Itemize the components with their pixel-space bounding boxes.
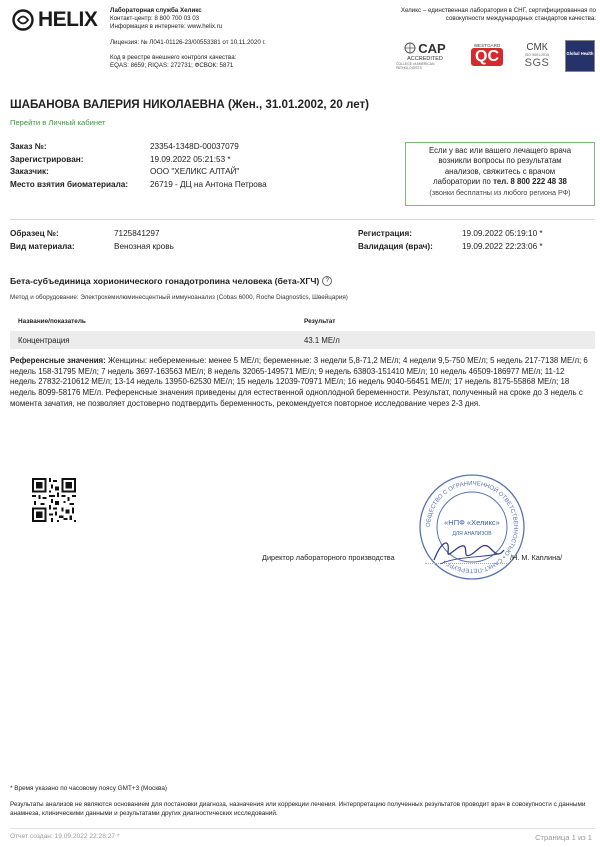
validation-row xyxy=(358,242,596,255)
lab-name: Лабораторная служба Хеликс xyxy=(110,7,202,14)
footer-divider xyxy=(10,828,595,829)
contact-center: Контакт-центр: 8 800 700 03 03 xyxy=(110,15,200,23)
registered-value: 19.09.2022 05:21:53 * xyxy=(150,154,231,164)
license-info: Лицензия: № Л041-01126-23/00553381 от 10.11.2020 г. xyxy=(110,38,266,46)
helix-logo-icon xyxy=(12,9,34,31)
smk-sgs-badge xyxy=(518,38,556,72)
notice-phone: тел. 8 800 222 48 38 xyxy=(493,177,567,187)
results-table-header xyxy=(10,315,595,329)
sample-block xyxy=(10,229,310,254)
report-created: Отчет создан: 19.09.2022 22:28:27 * xyxy=(10,833,120,840)
validation-value: 19.09.2022 22:23:06 * xyxy=(462,241,543,251)
sgs-text: SGS xyxy=(524,56,550,69)
order-label: Заказ №: xyxy=(10,142,47,151)
disclaimer: Результаты анализов не являются основанием для постановки диагноза, назначения или коррекции лечения. Интерпретацию полученных результатов проводит врач в совокупности с данными анамнеза, клиническими данными и результатами других диагностических исследований. xyxy=(10,801,586,817)
cap-subtitle: ACCREDITED xyxy=(407,55,443,62)
registration-row xyxy=(358,229,596,242)
material-value: Венозная кровь xyxy=(114,241,174,251)
global-health-text: Global Health xyxy=(566,51,594,56)
cap-title: CAP xyxy=(418,40,446,56)
westgard-label: WESTGARD xyxy=(473,42,501,48)
location-row xyxy=(10,180,390,193)
cap-small: COLLEGE of AMERICAN PATHOLOGISTS xyxy=(396,61,435,70)
help-icon[interactable]: ? xyxy=(322,276,332,286)
notice-line-5: (звонки бесплатны из любого региона РФ) xyxy=(429,187,571,197)
signature xyxy=(428,534,508,568)
smk-iso: ISO 9001:2015 xyxy=(524,52,550,57)
sample-label: Образец №: xyxy=(10,229,59,238)
row-name: Концентрация xyxy=(18,336,70,345)
director-label: Директор лабораторного производства xyxy=(262,553,395,562)
dates-block xyxy=(358,229,596,254)
test-method: Метод и оборудование: Электрохемилюминесцентный иммуноанализ (Cobas 6000, Roche Diagnostics, Швейцария) xyxy=(10,294,348,301)
director-name: /Н. М. Каплина/ xyxy=(510,553,563,562)
order-value: 23354-1348D-00037079 xyxy=(150,142,239,151)
order-row xyxy=(10,142,390,155)
reference-label: Референсные значения: xyxy=(10,356,106,365)
col-name-header: Название/показатель xyxy=(18,318,86,325)
table-row xyxy=(10,331,595,349)
divider xyxy=(10,219,595,220)
qr-code xyxy=(32,478,76,522)
test-title-row xyxy=(10,276,332,286)
reference-values xyxy=(10,356,592,410)
stamp-center-line-1: «НПФ «Хеликс» xyxy=(444,518,500,527)
location-value: 26719 - ДЦ на Антона Петрова xyxy=(150,179,267,189)
doctor-notice-box xyxy=(405,142,595,206)
col-result-header: Результат xyxy=(304,318,336,325)
registration-value: 19.09.2022 05:19:10 * xyxy=(462,229,543,238)
global-health-badge xyxy=(565,40,595,72)
helix-logo-word: HELIX xyxy=(38,8,98,31)
internet-info: Информация в интернете: www.helix.ru xyxy=(110,23,223,31)
timezone-note: * Время указано по часовому поясу GMT+3 (Москва) xyxy=(10,785,168,792)
row-result: 43.1 МЕ/л xyxy=(304,336,340,345)
material-label: Вид материала: xyxy=(10,241,75,251)
cap-globe-icon xyxy=(404,42,416,54)
reference-text: Женщины: небеременные: менее 5 МЕ/л; беременные: 3 недели 5,8-71,2 МЕ/л; 4 недели 9,5-750 МЕ/л; 5 недель 217-7138 МЕ/л; 6 недель 158-31795 МЕ/л; 7 недель 3697-163563 МЕ/л; 8 недель 32065-149571 МЕ/л; 9 недель 63803-151410 МЕ/л; 10 недель 46509-186977 МЕ/л; 11-12 недель 27832-210612 МЕ/л; 13-14 недель 13950-62530 МЕ/л; 15 недель 12039-70971 МЕ/л; 16 недель 9040-56451 МЕ/л; 17 недель 8175-55868 МЕ/л; 18 недель 8099-58176 МЕ/л. Референсные значения приведены для естественной одноплодной беременности. Результат, полученный на сроке до 3 недель с момента зачатия, не позволяет достоверно подтвердить беременность, рекомендуется повторное исследование через 2-3 дня. xyxy=(10,356,588,408)
registration-label: Регистрация: xyxy=(358,229,412,238)
stamp-ring-text: ОБЩЕСТВО С ОГРАНИЧЕННОЙ ОТВЕТСТВЕННОСТЬЮ • САНКТ-ПЕТЕРБУРГ • xyxy=(425,480,519,574)
cabinet-link[interactable]: Перейти в Личный кабинет xyxy=(10,118,106,127)
page-number: Страница 1 из 1 xyxy=(535,833,592,842)
notice-line-4 xyxy=(406,177,594,187)
notice-line-1: Если у вас или вашего лечащего врача xyxy=(428,146,572,155)
patient-name: ШАБАНОВА ВАЛЕРИЯ НИКОЛАЕВНА (Жен., 31.01.2002, 20 лет) xyxy=(10,98,370,111)
helix-logo xyxy=(12,8,98,32)
notice-line-2: возникли вопросы по результатам xyxy=(438,156,562,166)
customer-label: Заказчик: xyxy=(10,167,49,176)
registered-label: Зарегистрирован: xyxy=(10,154,84,164)
lab-info xyxy=(110,7,300,70)
test-title: Бета-субъединица хорионического гонадотропина человека (бета-ХГЧ) xyxy=(10,276,320,286)
stamp-center-line-2: ДЛЯ АНАЛИЗОВ xyxy=(452,531,492,537)
notice-phone-prefix: лаборатории по xyxy=(433,177,491,187)
registered-row xyxy=(10,155,390,168)
certification-text: Хеликс – единственная лаборатория в СНГ, сертифицированная по совокупности международных стандартов качества: xyxy=(400,7,596,23)
customer-value: ООО "ХЕЛИКС АЛТАЙ" xyxy=(150,167,240,176)
order-block xyxy=(10,142,390,192)
smk-title: СМК xyxy=(526,41,548,53)
registry-codes: EQAS: 8659; RIQAS: 272731; ФСВОК: 5871 xyxy=(110,62,234,70)
sample-row xyxy=(10,229,310,242)
registry-title: Код в реестре внешнего контроля качества: xyxy=(110,53,237,61)
sample-value: 7125841297 xyxy=(114,229,160,238)
validation-label: Валидация (врач): xyxy=(358,241,433,251)
westgard-qc-badge xyxy=(466,38,508,70)
material-row xyxy=(10,242,310,255)
qc-title: QC xyxy=(471,48,503,66)
location-label: Место взятия биоматериала: xyxy=(10,179,129,189)
cap-accredited-badge xyxy=(396,40,454,70)
customer-row xyxy=(10,167,390,180)
notice-line-3: анализов, свяжитесь с врачом xyxy=(444,166,556,176)
